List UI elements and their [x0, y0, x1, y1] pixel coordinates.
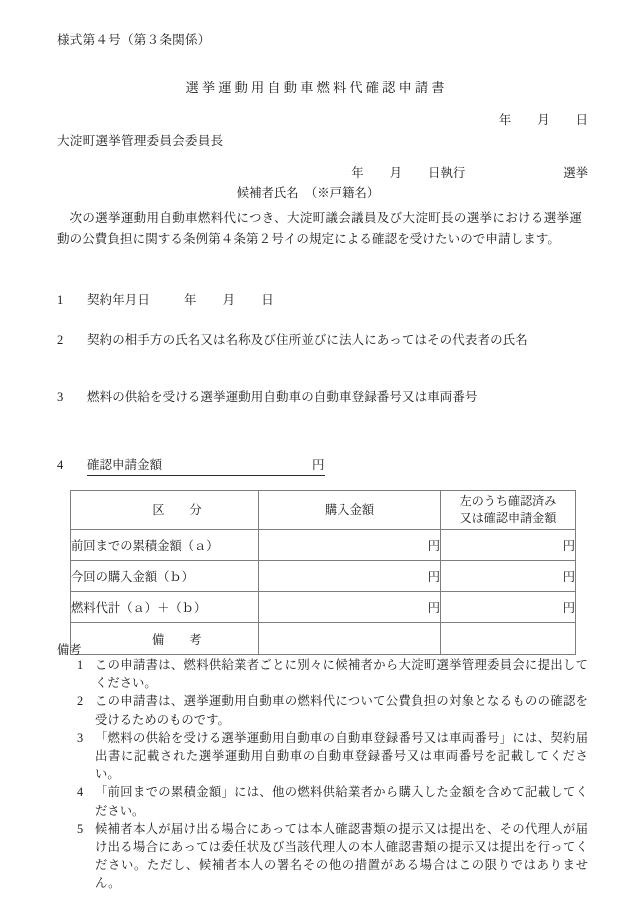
note-5-text: 候補者本人が届け出る場合にあっては本人確認書類の提示又は提出を、その代理人が届け出る場合にあっては委任状及び当該代理人の本人確認書類の提示又は提出を行ってください。ただし、候補者本人の署名その他の措置がある場合はこの限りではありません。 — [95, 821, 588, 891]
submission-month: 月 — [537, 113, 550, 127]
note-4-text: 「前回までの累積金額」には、他の燃料供給業者から購入した金額を含めて記載してください。 — [95, 785, 588, 818]
row-2-label: 燃料代計（ａ）＋（ｂ） — [71, 592, 259, 623]
row-0-label: 前回までの累積金額（ａ） — [71, 530, 259, 561]
clause-1-label: 契約年月日 — [87, 293, 151, 307]
clause-4-unit: 円 — [312, 458, 325, 472]
election-date-line — [0, 163, 588, 181]
row-1-purchase[interactable]: 円 — [259, 561, 441, 592]
note-item — [57, 820, 588, 893]
clause-2-label: 契約の相手方の氏名又は名称及び住所並びに法人にあってはその代表者の氏名 — [87, 333, 528, 347]
clause-1-month: 月 — [222, 293, 236, 307]
table-row — [71, 561, 576, 592]
table-header-row — [71, 491, 576, 530]
clause-3-number: 3 — [57, 390, 64, 404]
row-1-confirmed[interactable]: 円 — [441, 561, 576, 592]
clause-4-label: 確認申請金額 — [87, 458, 163, 472]
table-row — [71, 592, 576, 623]
note-1-text: この申請書は、燃料供給業者ごとに別々に候補者から大淀町選挙管理委員会に提出してください。 — [95, 658, 588, 691]
header-confirmed-line1: 左のうち確認済み — [459, 494, 557, 508]
note-1-number: 1 — [77, 658, 84, 672]
header-confirmed-line2: 又は確認申請金額 — [459, 511, 557, 525]
submission-day: 日 — [575, 113, 588, 127]
note-item — [57, 656, 588, 692]
clause-2-number: 2 — [57, 333, 64, 347]
row-2-purchase[interactable]: 円 — [259, 592, 441, 623]
footer-remarks-confirmed[interactable] — [441, 623, 576, 655]
clause-4-number: 4 — [57, 458, 64, 472]
table-footer-row — [71, 623, 576, 655]
clause-3 — [57, 387, 478, 405]
row-0-confirmed[interactable]: 円 — [441, 530, 576, 561]
row-1-label: 今回の購入金額（ｂ） — [71, 561, 259, 592]
footer-remarks-right: 考 — [189, 632, 202, 647]
notes-list — [57, 656, 588, 893]
footer-remarks-left: 備 — [152, 632, 165, 647]
page-title: 選挙運動用自動車燃料代確認申請書 — [185, 80, 448, 95]
body-paragraph: 次の選挙運動用自動車燃料代につき、大淀町議会議員及び大淀町長の選挙における選挙運動の公費負担に関する条例第４条第２号イの規定による確認を受けたいので申請します。 — [57, 211, 582, 246]
clause-3-label: 燃料の供給を受ける選挙運動用自動車の自動車登録番号又は車両番号 — [87, 390, 478, 404]
submission-date-line — [499, 110, 588, 128]
note-item — [57, 783, 588, 819]
clause-2 — [57, 330, 528, 348]
note-4-number: 4 — [77, 785, 84, 800]
row-0-purchase[interactable]: 円 — [259, 530, 441, 561]
header-category — [71, 491, 259, 530]
election-day-exec: 日執行 — [428, 166, 466, 180]
notes-heading: 備考 — [57, 643, 82, 657]
table-row — [71, 530, 576, 561]
header-confirmed-amount — [441, 491, 576, 530]
header-category-left: 区 — [152, 502, 165, 517]
note-2-number: 2 — [77, 694, 84, 709]
footer-remarks-label — [71, 623, 259, 655]
election-label: 選挙 — [563, 166, 588, 180]
note-item — [57, 692, 588, 728]
note-3-number: 3 — [77, 730, 84, 745]
clause-4 — [57, 455, 325, 476]
election-month: 月 — [389, 166, 403, 180]
form-number: 様式第４号（第３条関係） — [57, 33, 211, 47]
note-item — [57, 729, 588, 784]
election-year: 年 — [351, 166, 364, 180]
note-3-text: 「燃料の供給を受ける選挙運動用自動車の自動車登録番号又は車両番号」には、契約届出書に記載された選挙運動用自動車の自動車登録番号又は車両番号を記載してください。 — [95, 730, 588, 782]
addressee: 大淀町選挙管理委員会委員長 — [57, 134, 224, 148]
row-2-confirmed[interactable]: 円 — [441, 592, 576, 623]
clause-1-year: 年 — [184, 293, 197, 307]
submission-year: 年 — [498, 113, 512, 127]
note-5-number: 5 — [77, 821, 84, 836]
footer-remarks-purchase[interactable] — [259, 623, 441, 655]
candidate-name-label: 候補者氏名 （※戸籍名） — [236, 186, 380, 200]
header-category-right: 分 — [189, 502, 202, 517]
clause-1-number: 1 — [57, 293, 64, 307]
note-2-text: この申請書は、選挙運動用自動車の燃料代について公費負担の対象となるものの確認を受けるためのものです。 — [95, 694, 588, 727]
amount-table — [70, 490, 576, 655]
clause-4-amount-field[interactable] — [87, 455, 325, 476]
clause-1-day: 日 — [261, 293, 274, 307]
header-purchase-amount: 購入金額 — [259, 491, 441, 530]
clause-1 — [57, 290, 274, 308]
